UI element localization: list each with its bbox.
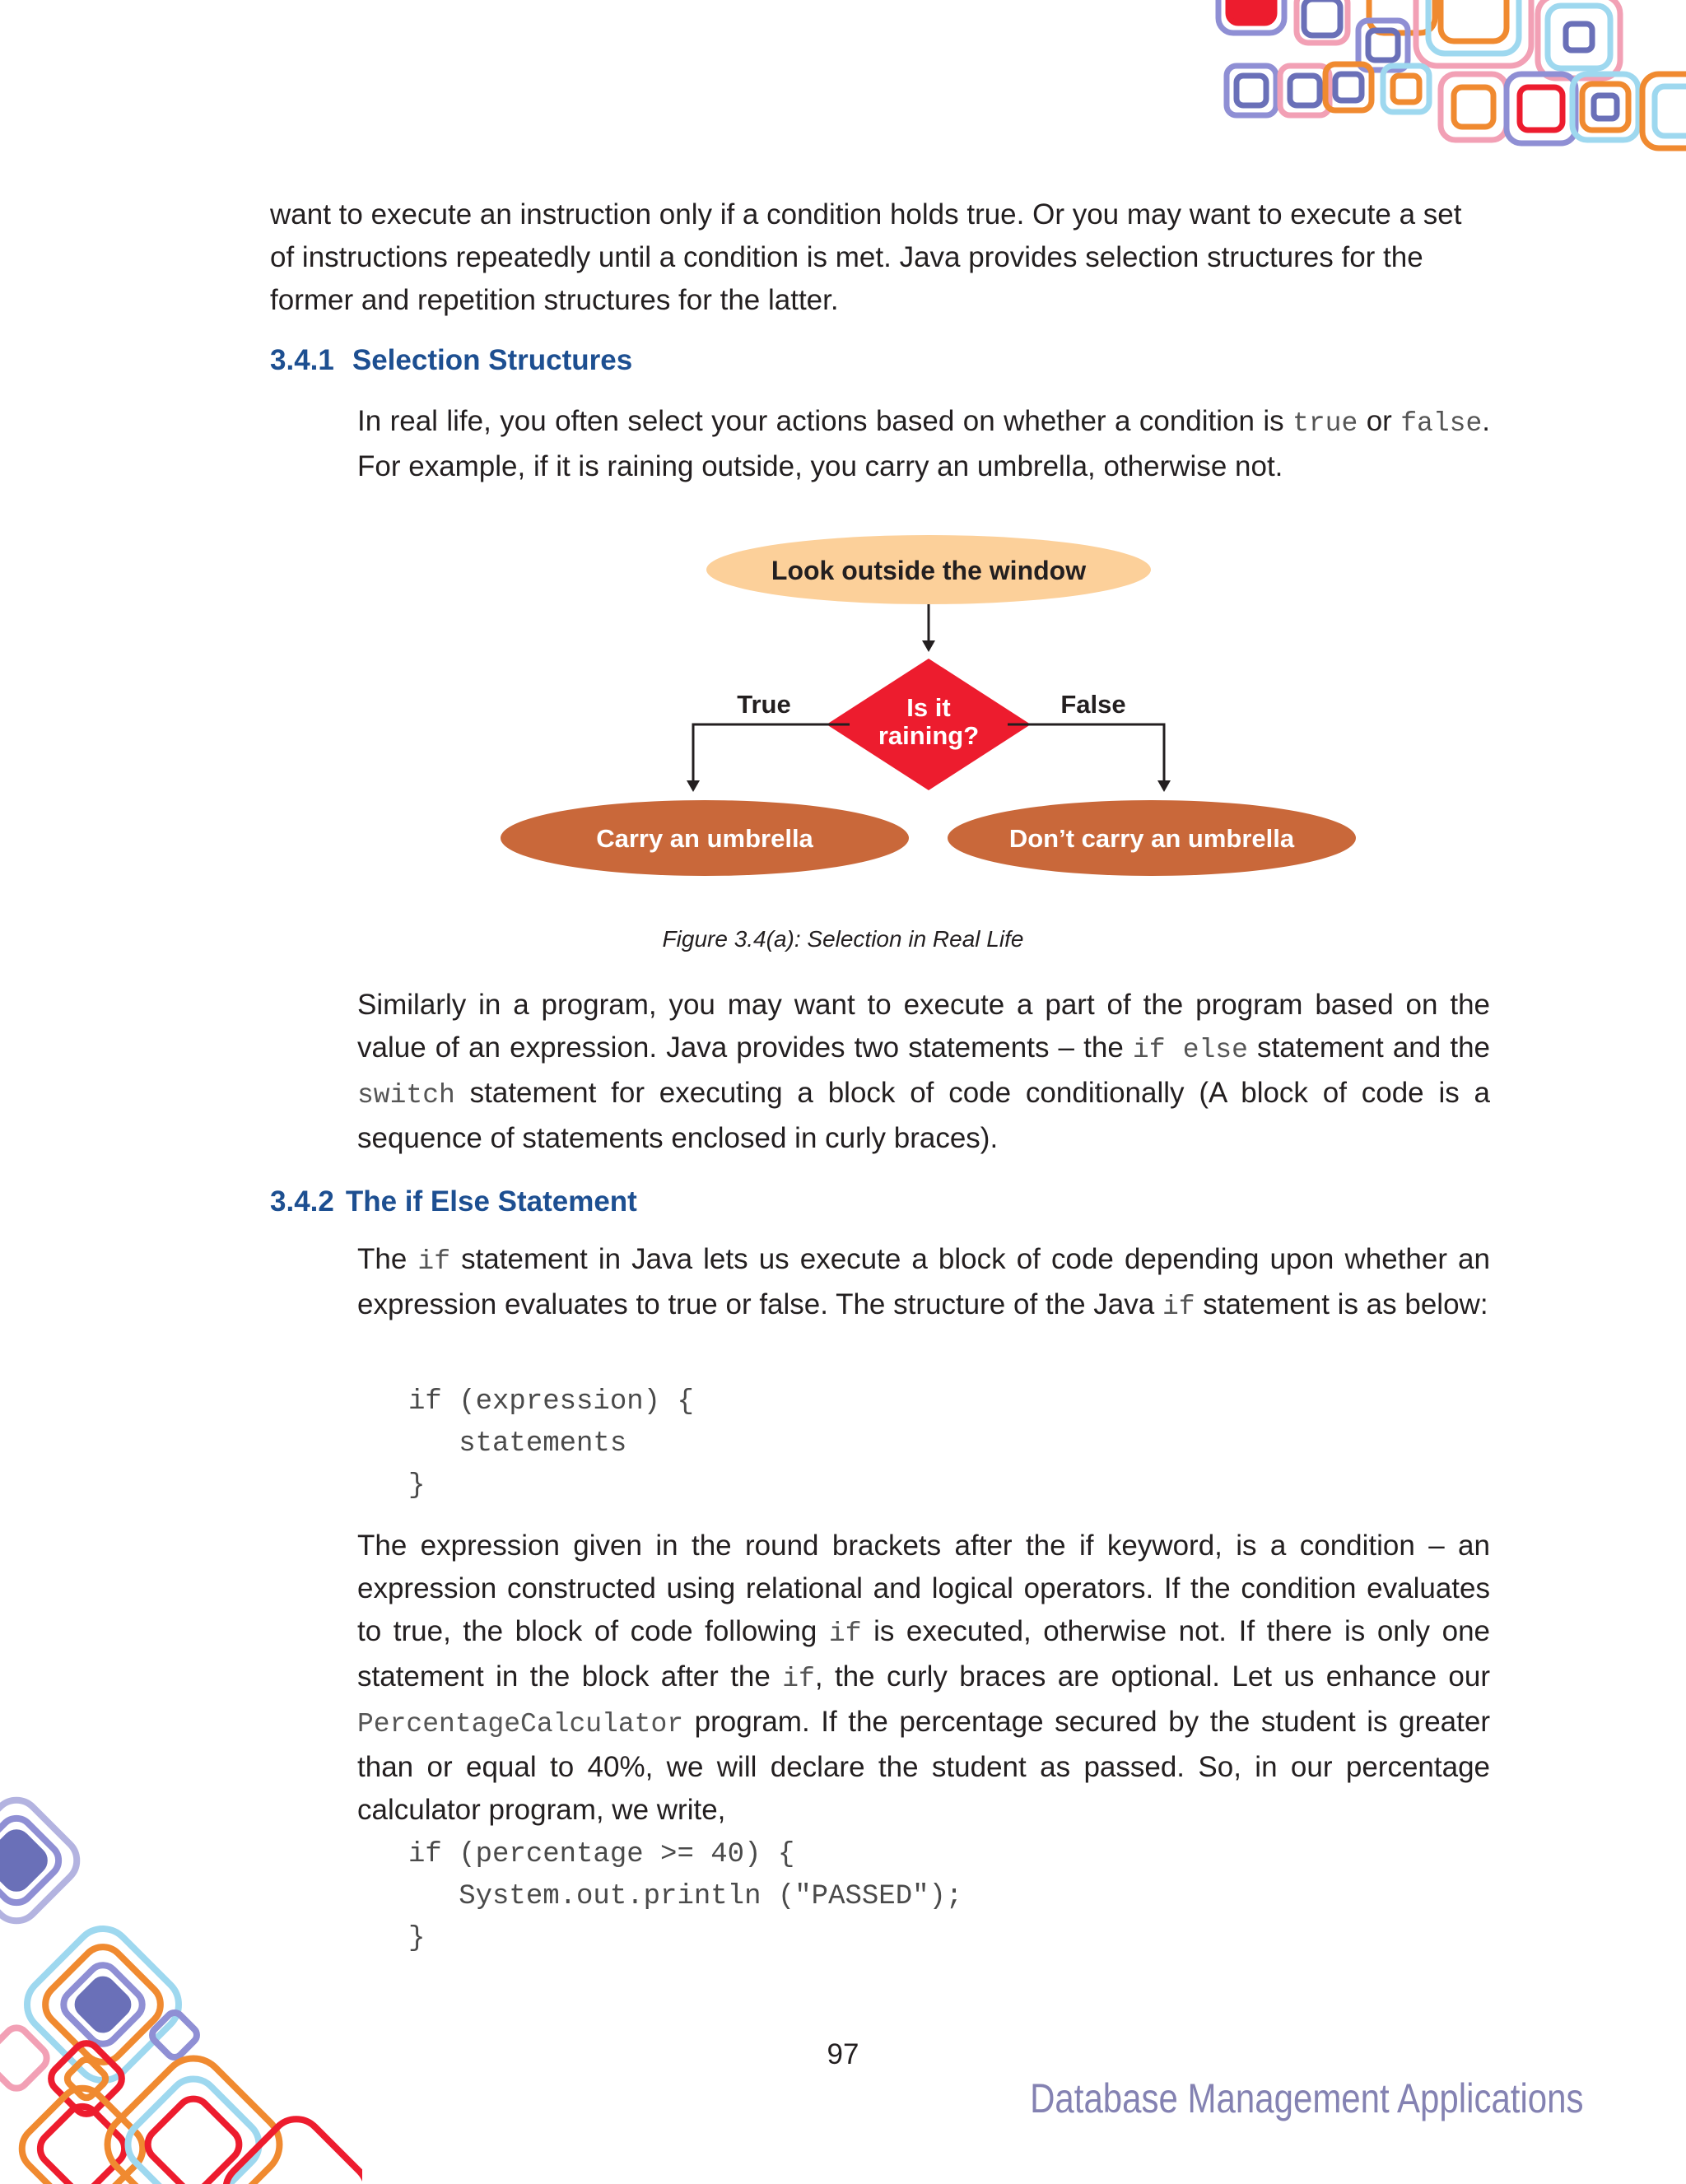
arrowhead bbox=[922, 640, 935, 652]
intro-line-3: former and repetition structures for the latter. bbox=[270, 284, 839, 316]
text: statement for executing a block of code conditionally (A block of code is a sequence of statements enclosed in curly braces). bbox=[357, 1077, 1490, 1154]
inline-code-percentagecalculator: PercentageCalculator bbox=[357, 1709, 684, 1739]
code-line: if (expression) { bbox=[408, 1386, 694, 1418]
section-title: Selection Structures bbox=[352, 344, 633, 376]
arrowhead bbox=[687, 780, 700, 792]
section-number: 3.4.1 bbox=[270, 344, 334, 376]
code-line: if (percentage >= 40) { bbox=[408, 1839, 795, 1870]
selection-flowchart bbox=[494, 535, 1367, 881]
inline-code-if: if bbox=[417, 1246, 450, 1277]
code-line: } bbox=[408, 1470, 426, 1502]
inline-code-if: if bbox=[782, 1664, 815, 1694]
section-number: 3.4.2 bbox=[270, 1185, 334, 1218]
decision-label-line-2: raining? bbox=[878, 721, 980, 750]
text: is executed, otherwise not. If there is only one statement in the block after the bbox=[357, 1615, 1490, 1693]
decision-label-line-1: Is it bbox=[906, 693, 951, 722]
section-heading-3-4-1 bbox=[270, 344, 632, 377]
code-line: } bbox=[408, 1923, 426, 1954]
true-action-label: Carry an umbrella bbox=[596, 824, 813, 853]
arrowhead bbox=[1157, 780, 1171, 792]
intro-line-1: want to execute an instruction only if a condition holds true. Or you may want to execute a set bbox=[270, 198, 1462, 231]
text: In real life, you often select your actions based on whether a condition is bbox=[357, 405, 1293, 437]
true-branch-label: True bbox=[737, 690, 791, 719]
text: , the curly braces are optional. Let us enhance our bbox=[814, 1660, 1490, 1693]
page-number: 97 bbox=[827, 2038, 859, 2070]
text: The expression given in the round brackets after the if keyword, is a condition – an expression constructed using relational and logical operators. If the condition evaluates to true, the block of code following bbox=[357, 1530, 1490, 1647]
decorative-squares-top-right bbox=[1210, 0, 1686, 165]
code-line: statements bbox=[408, 1428, 627, 1460]
decorative-squares-bottom-left bbox=[0, 1786, 362, 2184]
section-title: The if Else Statement bbox=[345, 1185, 637, 1218]
inline-code-if: if bbox=[828, 1618, 862, 1649]
code-block-if-syntax bbox=[408, 1381, 694, 1507]
start-node-label: Look outside the window bbox=[771, 556, 1087, 585]
inline-code-if-else: if else bbox=[1132, 1035, 1248, 1065]
intro-line-2: of instructions repeatedly until a condition is met. Java provides selection structures for the bbox=[270, 241, 1423, 273]
text: statement and the bbox=[1247, 1031, 1490, 1064]
if-statement-paragraph bbox=[357, 1238, 1490, 1329]
text: Similarly in a program, you may want to execute a part of the program based on the value of an expression. Java provides two statements – the bbox=[357, 989, 1490, 1064]
inline-code-false: false bbox=[1400, 408, 1483, 439]
book-title: Database Management Applications bbox=[1030, 2075, 1584, 2121]
inline-code-switch: switch bbox=[357, 1080, 455, 1111]
condition-paragraph bbox=[357, 1525, 1490, 1832]
program-selection-paragraph bbox=[357, 984, 1490, 1160]
code-line: System.out.println ("PASSED"); bbox=[408, 1881, 963, 1912]
false-action-label: Don’t carry an umbrella bbox=[1008, 824, 1295, 853]
false-branch-label: False bbox=[1060, 690, 1126, 719]
text: statement in Java lets us execute a block of code depending upon whether an expression evaluates to true or false. The structure of the Java bbox=[357, 1243, 1490, 1320]
figure-caption: Figure 3.4(a): Selection in Real Life bbox=[662, 926, 1024, 952]
text: or bbox=[1358, 405, 1401, 437]
text: statement is as below: bbox=[1195, 1288, 1488, 1320]
selection-intro-paragraph bbox=[357, 400, 1490, 488]
inline-code-if: if bbox=[1162, 1292, 1195, 1322]
text: . For example, if it is raining outside, you carry an umbrella, otherwise not. bbox=[357, 405, 1490, 482]
text: The bbox=[357, 1243, 418, 1275]
inline-code-true: true bbox=[1292, 408, 1358, 439]
section-heading-3-4-2 bbox=[270, 1185, 637, 1218]
text: program. If the percentage secured by the student is greater than or equal to 40%, we will declare the student as passed. So, in our percentage calculator program, we write, bbox=[357, 1706, 1490, 1826]
intro-paragraph bbox=[270, 193, 1490, 322]
code-block-percentage-check bbox=[408, 1834, 962, 1960]
